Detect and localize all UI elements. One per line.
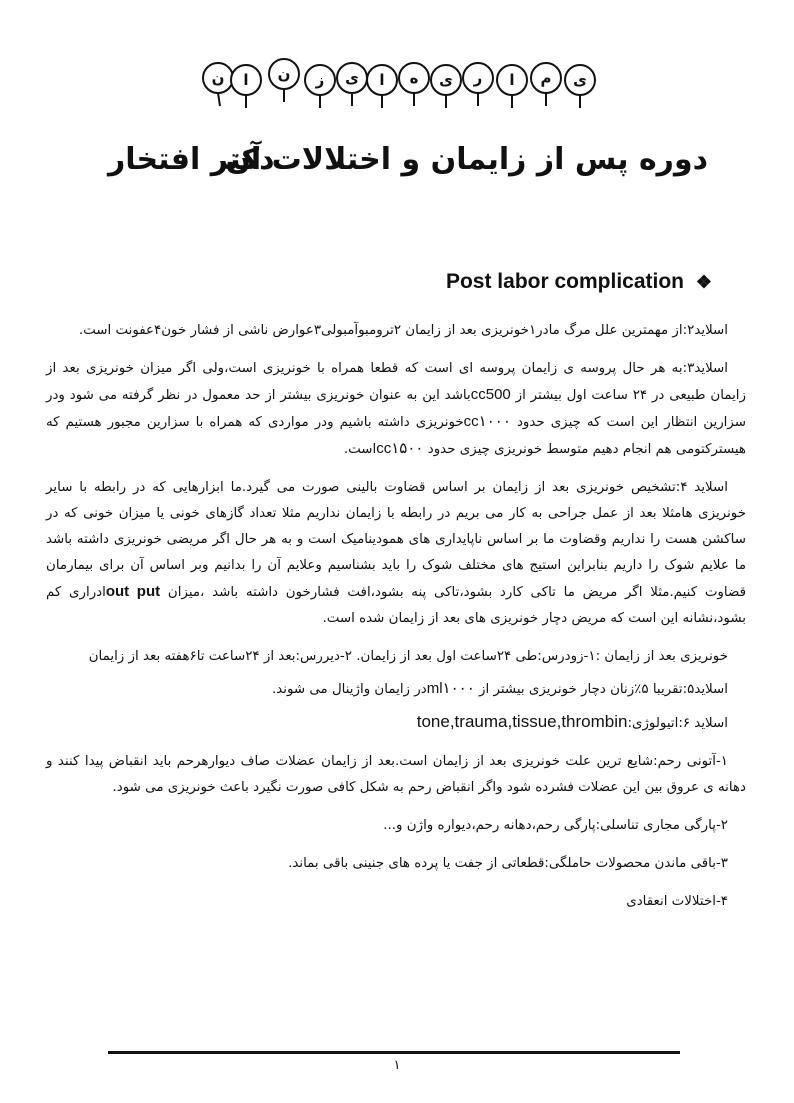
footer-divider [108,1051,680,1054]
paragraph-text: اسلاید ۴:تشخیص خونریزی بعد از زایمان بر اساس قضاوت بالینی صورت می گیرد.ما ابزارهایی که در رابطه با سایر خونریزی هامثلا بعد از عمل جراحی به کار می بریم در رابطه با زایمان نداریم مثلا تعداد گازهای خونی یا میزان خونی که در ساکشن هست را نداریم وقضاوت ما بر اساس ناپایداری های همودینامیک است و به هر حال اگر مریضی خونریزی داشته باشد ما علایم شوک را داریم بنابراین استیج های مختلف شوک را باید بشناسیم وعلایم آن را بدانیم وبر اساس آن برای بیمارمان قضاوت کنیم.مثلا اگر مریض ما تاکی کارد بشود،تاکی پنه بشود،افت فشارخون داشته باشد ،میزان [46,480,746,600]
svg-text:ز: ز [315,71,325,89]
heading-text: Post labor complication [445,270,685,293]
paragraph-text: خونریزی بعد از زایمان :۱-زودرس:طی ۲۴ساعت اول بعد از زایمان. ۲-دیررس:بعد از ۲۴ساعت تا۶هفته بعد از زایمان [88,649,728,664]
svg-text:ه: ه [409,69,419,87]
volume-value: ml۱۰۰۰ [426,680,475,697]
svg-text:ر: ر [473,69,483,87]
volume-value: cc۱۰۰۰ [463,413,511,430]
document-title: دوره پس از زایمان و اختلالات آن [225,142,708,177]
balloon-title-graphic [0,58,794,110]
paragraph-text: ادراری کم بشود،نشانه این است که مریض دچار خونریزی های بعد از زایمان شده است. [46,585,746,626]
paragraph-retained-products [46,851,746,877]
paragraph-slide-2 [46,318,746,344]
paragraph-text: ۴-اختلالات انعقادی [626,894,728,909]
document-body [46,318,746,927]
svg-text:ا: ا [379,71,385,89]
paragraph-text: ۳-باقی ماندن محصولات حاملگی:قطعاتی از جفت یا پرده های جنینی باقی بماند. [288,856,728,871]
paragraph-text: اسلاید۵:تقریبا ۵٪زنان دچار خونریزی بیشتر از [479,682,728,697]
etiology-terms: tone,trauma,tissue,thrombin [416,712,628,731]
svg-text:ا: ا [243,71,249,89]
paragraph-text: ۲-پارگی مجاری تناسلی:پارگی رحم،دهانه رحم،دیواره واژن و... [383,818,728,833]
page-number: ۱ [393,1058,401,1073]
paragraph-text: اسلاید ۶:اتیولوژی: [627,716,728,731]
svg-text:ن: ن [211,69,225,87]
section-heading [446,270,712,294]
svg-text:ی: ی [345,69,359,87]
paragraph-slide-3 [46,356,746,463]
paragraph-text: اسلاید۲:از مهمترین علل مرگ مادر۱خونریزی بعد از زایمان ۲ترومبوآمبولی۳عوارض ناشی از فشار خون۴عفونت است. [78,323,728,338]
paragraph-text: باشد این به عنوان خونریزی بیشتر از حد معمول در نظر گرفته می شود ودر سزارین انتظار این است که چیزی حدود [46,388,747,430]
paragraph-slide-4 [46,475,746,632]
volume-value: cc500 [470,386,511,403]
diamond-bullet-icon: ❖ [695,272,712,292]
paragraph-laceration [46,813,746,839]
paragraph-text: است. [343,442,377,457]
paragraph-text: اسلاید۳:به هر حال پروسه ی زایمان پروسه ای است که قطعا همراه با خونریزی است،ولی اگر میزان خونریزی بعد از زایمان طبیعی در ۲۴ ساعت اول بیشتر از [46,361,746,403]
volume-value: cc۱۵۰۰ [376,440,424,457]
paragraph-slide-5 [46,676,746,703]
balloon-title-banner [0,58,794,110]
paragraph-text: ۱-آتونی رحم:شایع ترین علت خونریزی بعد از زایمان است.بعد از زایمان عضلات صاف دیوارهرحم باید انقباض پیدا کنند و دهانه ی عروق بین این عضلات فشرده شود واگر انقباض رحم به شکل کافی صورت نگیرد باعث خونریزی می شود. [46,754,746,795]
svg-text:ی: ی [573,71,587,89]
paragraph-text: در زایمان واژینال می شوند. [271,682,427,697]
svg-text:ا: ا [509,71,515,89]
paragraph-slide-6 [46,709,746,737]
svg-text:م: م [540,69,552,87]
paragraph-coagulopathy [46,889,746,915]
output-term: out put [105,583,161,600]
paragraph-text: خونریزی داشته باشیم ودر مواردی که همراه با سزارین مجبور هستیم که هیسترکتومی هم انجام دهیم متوسط خونریزی چیزی حدود [46,415,746,457]
paragraph-hemorrhage-types [46,644,746,670]
title-row [0,142,794,192]
svg-text:ن: ن [277,65,291,83]
paragraph-atony [46,749,746,801]
author-name: دکتر افتخار [108,142,275,177]
svg-text:ی: ی [439,71,453,89]
